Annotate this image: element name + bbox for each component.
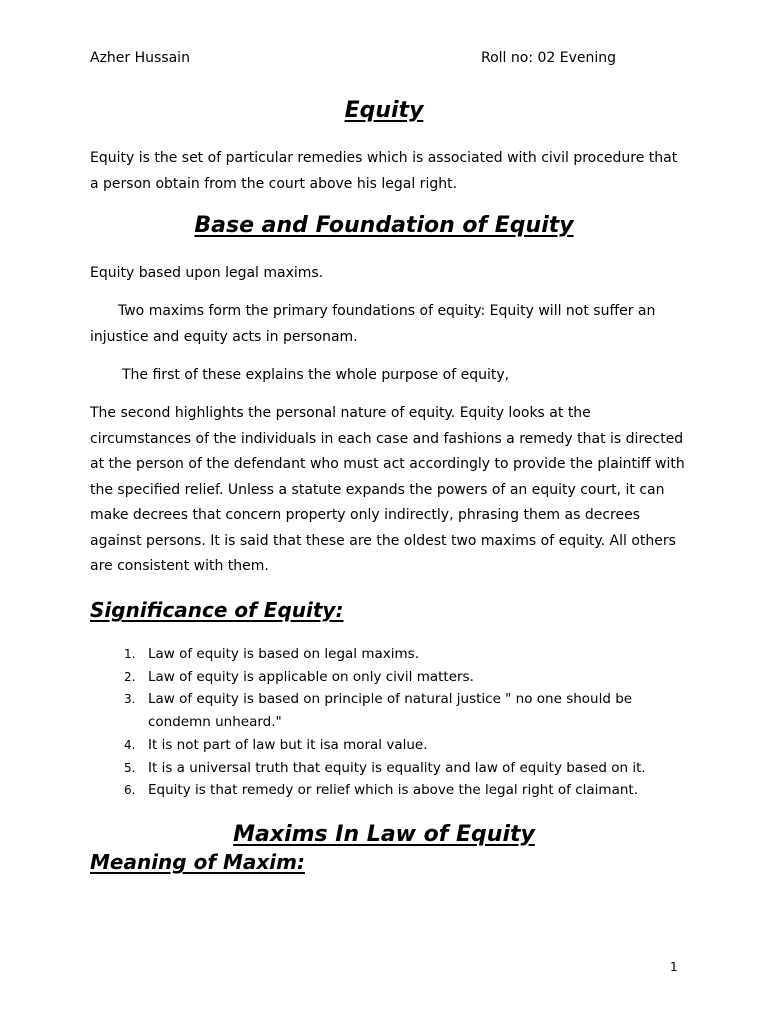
list-text: It is not part of law but it isa moral value.	[148, 736, 428, 753]
list-text: Equity is that remedy or relief which is above the legal right of claimant.	[148, 782, 638, 799]
base-paragraph-1: Equity based upon legal maxims.	[90, 265, 324, 281]
page-number: 1	[670, 960, 678, 974]
list-number: 3.	[124, 692, 136, 707]
roll-label: Roll no:	[481, 50, 534, 66]
base-paragraph-4: The second highlights the personal nature of equity. Equity looks at the circumstances of the individuals in each case and fashions a remedy that is directed at the person of the defendant who must act accordingly to provide the plaintiff with the specified relief. Unless a statute expands the powers of an equity court, it can make decrees that concern property only indirectly, phrasing them as decrees against persons. It is said that these are the oldest two maxims of equity. All others are consistent with them.	[90, 405, 685, 574]
base-paragraph-2: Two maxims form the primary foundations of equity: Equity will not suffer an injustice and equity acts in personam.	[90, 303, 656, 345]
list-number: 5.	[124, 760, 136, 775]
list-number: 2.	[124, 669, 136, 684]
maxims-heading: Maxims In Law of Equity	[233, 822, 535, 847]
list-text: Law of equity is based on principle of natural justice " no one should be condemn unheard."	[148, 691, 633, 731]
significance-list	[90, 643, 690, 802]
list-item	[90, 643, 690, 666]
list-item	[90, 779, 690, 802]
base-heading: Base and Foundation of Equity	[194, 213, 574, 238]
significance-heading: Significance of Equity:	[90, 598, 344, 622]
list-number: 6.	[124, 783, 136, 798]
list-text: Law of equity is based on legal maxims.	[148, 646, 419, 662]
roll-value: 02 Evening	[533, 50, 617, 66]
base-paragraph-3: The first of these explains the whole purpose of equity,	[122, 367, 510, 383]
list-item	[90, 666, 690, 689]
author-name: Azher Hussain	[90, 50, 190, 66]
list-text: It is a universal truth that equity is equality and law of equity based on it.	[148, 759, 646, 776]
list-item	[90, 688, 690, 733]
intro-paragraph: Equity is the set of particular remedies which is associated with civil procedure that a person obtain from the court above his legal right.	[90, 150, 678, 192]
roll-number	[481, 50, 616, 66]
list-item	[90, 757, 690, 780]
maxim-meaning-heading: Meaning of Maxim:	[90, 850, 305, 874]
list-item	[90, 734, 690, 757]
list-text: Law of equity is applicable on only civil matters.	[148, 668, 474, 685]
list-number: 1.	[124, 647, 136, 661]
list-number: 4.	[124, 737, 136, 752]
page-title: Equity	[344, 98, 424, 123]
